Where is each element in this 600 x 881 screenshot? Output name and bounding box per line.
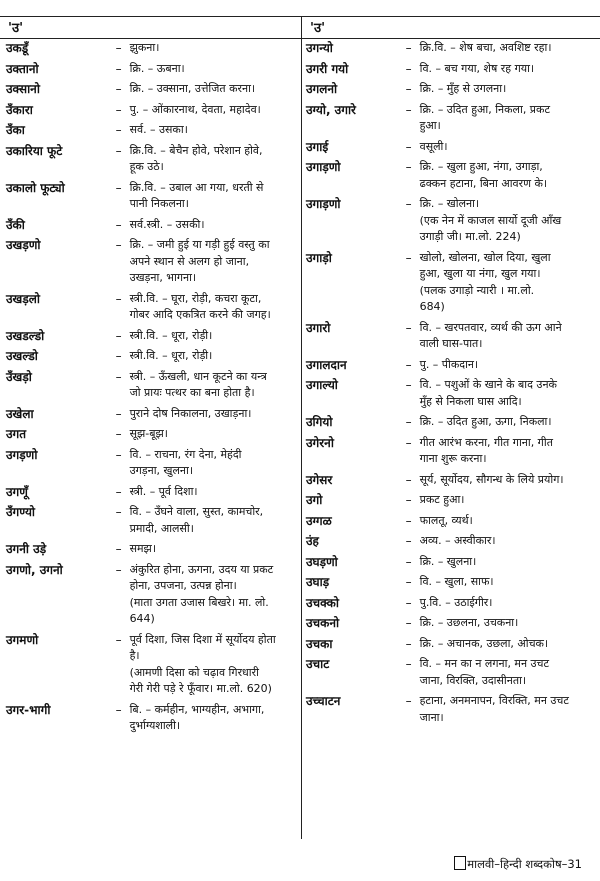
headword: उगाड़णो [306, 197, 341, 211]
definition-line: क्रि. – खुला हुआ, नंगा, उगाड़ा, [419, 160, 543, 173]
column-header-row [0, 16, 600, 39]
headword: उगरी गयो [306, 61, 349, 76]
definition [420, 656, 598, 689]
definition [420, 159, 598, 192]
definition [130, 122, 298, 139]
definition-line: उगाड़ी जी। मा.लो. 224) [419, 230, 521, 243]
definition-line: पानी निकलना। [129, 197, 189, 210]
footer-text: मालवी–हिन्दी शब्दकोष–31 [467, 857, 582, 871]
definition-line: हुआ। [419, 119, 441, 132]
headword: उचाट [306, 657, 330, 671]
definition-line: सर्व.स्त्री. – उसकी। [129, 217, 205, 231]
definition-line: गेरी गेरी पड़े रे फूँवार। मा.लो. 620) [129, 682, 272, 695]
definition [130, 180, 298, 213]
headword: उखल्डो [6, 349, 38, 363]
dictionary-entry [6, 447, 298, 480]
dictionary-entry [306, 533, 598, 550]
definition-line: अंकुरित होना, ऊगना, उदय या प्रकट [129, 562, 274, 576]
entry-dash: – [115, 349, 122, 363]
headword: उक्तानो [6, 61, 39, 76]
dictionary-entry [6, 40, 298, 57]
entry-dash: – [405, 595, 412, 610]
definition [130, 348, 298, 365]
entry-dash: – [115, 180, 122, 195]
definition-line: क्रि. – मुँह से उगलना। [419, 82, 507, 95]
dictionary-entry [306, 377, 598, 410]
headword: उच्चाटन [306, 694, 341, 708]
definition-line: वसूली। [419, 139, 448, 153]
definition-line: (माता उगता उजास बिखरे। मा. लो. [129, 595, 269, 609]
definition [420, 40, 598, 57]
headword: उगर-भागी [6, 702, 51, 717]
definition-line: वि. – खुला, साफ। [419, 575, 494, 588]
dictionary-entry [6, 541, 298, 558]
right-column-letter: 'उ' [310, 21, 326, 36]
headword: उग्यो, उगारे [306, 102, 356, 117]
definition-line: वि. – खरपतवार, व्यर्थ की ऊग आने [419, 320, 562, 334]
dictionary-entry [306, 159, 598, 192]
headword: उगड़णो [6, 447, 38, 462]
dictionary-entry [6, 217, 298, 234]
definition-line: जो प्रायः पत्थर का बना होता है। [129, 386, 255, 399]
entry-dash: – [405, 250, 412, 265]
definition-line: वि. – राचना, रंग देना, मेहंदी [129, 447, 242, 461]
definition-line: क्रि.वि. – उबाल आ गया, धरती से [129, 180, 264, 194]
definition-line: दुर्भाग्यशाली। [129, 719, 181, 732]
definition [130, 447, 298, 480]
definition-line: क्रि. – खोलना। [419, 197, 480, 210]
headword: उखड़लो [6, 291, 40, 306]
headword: उगालदान [306, 357, 347, 372]
dictionary-entry [306, 435, 598, 468]
definition [420, 61, 598, 78]
definition-line: क्रि. – ऊबना। [129, 61, 185, 75]
definition-line: होना, उपजना, उत्पन्न होना। [129, 579, 237, 592]
entry-dash: – [405, 534, 412, 548]
definition-line: क्रि. – खुलना। [419, 554, 477, 568]
entry-dash: – [115, 632, 122, 647]
entry-dash: – [405, 41, 412, 55]
left-column [6, 40, 298, 735]
entry-dash: – [405, 554, 412, 569]
headword: उगियो [306, 415, 333, 429]
headword: उखेला [6, 406, 34, 421]
definition-line: क्रि.वि. – शेष बचा, अवशिष्ट रहा। [419, 41, 552, 54]
definition-line: वि. – उँघने वाला, सुस्त, कामचोर, [129, 505, 264, 518]
definition [130, 484, 298, 501]
dictionary-entry [6, 102, 298, 119]
definition-line: सूझ-बूझ। [129, 427, 168, 440]
dictionary-entry [306, 250, 598, 316]
definition [130, 504, 298, 537]
definition-line: झुकना। [129, 41, 160, 54]
headword: उखड़णो [6, 238, 41, 252]
headword: उँकी [6, 217, 25, 232]
dictionary-entry [6, 237, 298, 287]
entry-dash: – [405, 357, 412, 372]
page-footer [454, 856, 582, 872]
dictionary-entry [306, 414, 598, 431]
headword: उखडल्डो [6, 328, 45, 343]
right-column [306, 40, 598, 726]
definition-line: (पलक उगाड़ो न्यारी । मा.लो. [419, 283, 535, 297]
definition [130, 81, 298, 98]
definition-line: बि. – कर्महीन, भाग्यहीन, अभागा, [129, 702, 265, 716]
definition [130, 541, 298, 558]
headword: उगणूँ [6, 484, 28, 499]
dictionary-entry [306, 320, 598, 353]
definition-line: हूक उठे। [129, 160, 164, 173]
left-column-letter: 'उ' [8, 21, 24, 36]
definition-line: ढक्कन हटाना, बिना आवरण के। [419, 176, 548, 190]
definition-line: जाना, विरक्ति, उदासीनता। [419, 673, 527, 687]
definition [130, 61, 298, 78]
entry-dash: – [115, 484, 122, 499]
headword: उगारो [306, 320, 331, 335]
entry-dash: – [115, 61, 122, 76]
dictionary-entry [6, 143, 298, 176]
entry-dash: – [405, 472, 412, 487]
definition [130, 40, 298, 57]
definition-line: क्रि.वि. – बेचैन होवे, परेशान होवे, [129, 143, 263, 157]
entry-dash: – [405, 694, 412, 708]
entry-dash: – [115, 41, 122, 55]
definition-line: गोबर आदि एकत्रित करने की जगह। [129, 308, 271, 321]
definition-line: अव्य. – अस्वीकार। [419, 534, 496, 547]
definition [130, 328, 298, 345]
headword: उगणो, उगनो [6, 562, 63, 577]
dictionary-entry [306, 636, 598, 653]
definition [420, 595, 598, 612]
dictionary-entry [6, 61, 298, 78]
definition-line: वि. – मन का न लगना, मन उचट [419, 657, 550, 670]
definition-line: उखड़ना, भागना। [129, 271, 197, 284]
headword: उँगण्यो [6, 505, 36, 519]
definition-line: (एक नेन में काजल सार्यो दूजी आँख [419, 213, 562, 227]
entry-dash: – [405, 493, 412, 507]
dictionary-entry [306, 472, 598, 489]
dictionary-entry [306, 40, 598, 57]
definition [130, 143, 298, 176]
entry-dash: – [405, 657, 412, 671]
definition-line: सर्व. – उसका। [129, 123, 188, 136]
definition [420, 196, 598, 246]
entry-dash: – [405, 435, 412, 450]
definition-line: क्रि. – उदित हुआ, निकला, प्रकट [419, 102, 550, 116]
definition-line: स्त्री. – पूर्व दिशा। [129, 484, 198, 498]
definition-line: 684) [419, 300, 445, 313]
definition [420, 139, 598, 156]
headword: उकारिया फूटे [6, 143, 63, 158]
dictionary-entry [306, 102, 598, 135]
definition-line: क्रि. – उछलना, उचकना। [419, 616, 519, 629]
dictionary-entry [6, 180, 298, 213]
headword: उगाड़ो [306, 250, 332, 265]
definition [130, 702, 298, 735]
headword: उघाड़ [306, 575, 330, 589]
headword: उगमणो [6, 632, 39, 647]
dictionary-entry [6, 426, 298, 443]
definition [130, 369, 298, 402]
definition [130, 291, 298, 324]
definition-line: उगड़ना, खुलना। [129, 464, 194, 477]
dictionary-entry [6, 484, 298, 501]
definition [130, 102, 298, 119]
headword: उँखड़ो [6, 369, 32, 384]
definition [420, 615, 598, 632]
entry-dash: – [405, 636, 412, 651]
definition-line: स्त्री.वि. – घूरा, रोड़ी, कचरा कूटा, [129, 291, 262, 305]
definition [420, 435, 598, 468]
entry-dash: – [115, 406, 122, 421]
headword: उघड़णो [306, 554, 338, 569]
definition [420, 492, 598, 509]
dictionary-entry [306, 513, 598, 530]
definition-line: स्त्री. – ऊँखली, धान कूटने का यन्त्र [129, 369, 267, 383]
definition [420, 414, 598, 431]
dictionary-entry [306, 554, 598, 571]
entry-dash: – [115, 328, 122, 343]
headword: उगनी उड़े [6, 542, 47, 556]
entry-dash: – [115, 123, 122, 137]
headword: उग्गळ [306, 513, 332, 528]
entry-dash: – [115, 102, 122, 117]
entry-dash: – [115, 369, 122, 384]
headword: उकडूँ [6, 41, 29, 55]
entry-dash: – [405, 197, 412, 211]
headword: उँका [6, 123, 25, 137]
definition-line: हुआ, खुला या नंगा, खुल गया। [419, 267, 541, 280]
headword: उगाड़णो [306, 160, 341, 174]
headword: उगत [6, 427, 27, 441]
definition [130, 632, 298, 698]
definition-line: वि. – पशुओं के खाने के बाद उनके [419, 378, 557, 391]
definition-line: है। [129, 649, 140, 662]
entry-dash: – [115, 217, 122, 232]
dictionary-entry [306, 357, 598, 374]
definition [420, 636, 598, 653]
headword: उगाई [306, 139, 329, 154]
dictionary-entry [6, 632, 298, 698]
definition-line: पुराने दोष निकालना, उखाड़ना। [129, 406, 252, 420]
definition [420, 472, 598, 489]
definition [130, 426, 298, 443]
definition [420, 320, 598, 353]
definition-line: फालतू, व्यर्थ। [419, 513, 473, 527]
dictionary-entry [306, 595, 598, 612]
dictionary-entry [306, 196, 598, 246]
definition-line: पु. – पीकदान। [419, 357, 479, 371]
definition-line: स्त्री.वि. – धूरा, रोड़ी। [129, 328, 213, 342]
entry-dash: – [405, 378, 412, 392]
dictionary-entry [306, 81, 598, 98]
entry-dash: – [115, 447, 122, 462]
dictionary-entry [6, 122, 298, 139]
definition-line: क्रि. – जमी हुई या गड़ी हुई वस्तु का [129, 238, 270, 251]
definition [420, 250, 598, 316]
dictionary-entry [306, 139, 598, 156]
entry-dash: – [405, 61, 412, 76]
definition [420, 574, 598, 591]
headword: उक्सानो [6, 82, 40, 96]
definition-line: गाना शुरू करना। [419, 452, 487, 465]
entry-dash: – [405, 513, 412, 528]
dictionary-entry [6, 369, 298, 402]
headword: उगेरनो [306, 435, 334, 450]
definition-line: प्रमादी, आलसी। [129, 521, 194, 535]
definition-line: गीत आरंभ करना, गीत गाना, गीत [419, 435, 553, 449]
dictionary-entry [306, 61, 598, 78]
dictionary-entry [6, 504, 298, 537]
headword: उचका [306, 636, 333, 651]
entry-dash: – [405, 415, 412, 429]
dictionary-entry [306, 656, 598, 689]
definition-line: जाना। [419, 710, 444, 724]
entry-dash: – [405, 575, 412, 589]
entry-dash: – [405, 102, 412, 117]
definition-line: पु. – ओंकारनाथ, देवता, महादेव। [129, 102, 261, 116]
dictionary-entry [6, 291, 298, 324]
headword: उगलनो [306, 82, 338, 96]
entry-dash: – [115, 143, 122, 158]
definition-line: समझ। [129, 542, 156, 555]
headword: उंह [306, 534, 319, 548]
entry-dash: – [115, 291, 122, 306]
entry-dash: – [115, 702, 122, 717]
definition [420, 533, 598, 550]
dictionary-entry [306, 693, 598, 726]
definition-line: क्रि. – उदित हुआ, ऊगा, निकला। [419, 415, 552, 428]
definition-line: खोलो, खोलना, खोल दिया, खुला [419, 250, 551, 264]
footer-box-mark [454, 856, 466, 870]
definition [420, 554, 598, 571]
definition [130, 237, 298, 287]
dictionary-entry [306, 492, 598, 509]
headword: उगन्यो [306, 41, 333, 55]
definition-line: मुँह से निकला घास आदि। [419, 394, 522, 408]
headword: उचक्को [306, 595, 339, 610]
dictionary-entry [6, 81, 298, 98]
definition-line: अपने स्थान से अलग हो जाना, [129, 254, 250, 268]
definition-line: वि. – बच गया, शेष रह गया। [419, 61, 535, 75]
entry-dash: – [405, 160, 412, 174]
definition [420, 357, 598, 374]
definition-line: क्रि. – अचानक, उछला, ओचक। [419, 636, 549, 650]
definition [420, 693, 598, 726]
definition-line: स्त्री.वि. – धूरा, रोड़ी। [129, 349, 213, 362]
headword: उगेसर [306, 472, 333, 487]
definition-line: सूर्य, सूर्योदय, सौगन्ध के लिये प्रयोग। [419, 472, 564, 486]
entry-dash: – [405, 139, 412, 154]
definition-line: वाली घास-पात। [419, 337, 483, 350]
definition [420, 102, 598, 135]
dictionary-entry [306, 615, 598, 632]
definition-line: क्रि. – उक्साना, उत्तेजित करना। [129, 82, 256, 95]
dictionary-entry [6, 562, 298, 628]
definition [130, 217, 298, 234]
entry-dash: – [115, 427, 122, 441]
definition-line: पु.वि. – उठाईगीर। [419, 595, 493, 609]
headword: उचकनो [306, 616, 340, 630]
definition-line: 644) [129, 612, 155, 625]
dictionary-entry [6, 702, 298, 735]
entry-dash: – [115, 238, 122, 252]
entry-dash: – [405, 616, 412, 630]
entry-dash: – [115, 542, 122, 556]
definition-line: प्रकट हुआ। [419, 493, 465, 506]
dictionary-entry [6, 328, 298, 345]
dictionary-entry [6, 348, 298, 365]
headword: उँकारा [6, 102, 33, 117]
definition [130, 562, 298, 628]
headword: उगो [306, 493, 323, 507]
definition [420, 513, 598, 530]
headword: उगाल्यो [306, 378, 338, 392]
entry-dash: – [405, 82, 412, 96]
definition [420, 377, 598, 410]
entry-dash: – [115, 82, 122, 96]
column-divider [301, 16, 302, 839]
entry-dash: – [405, 320, 412, 335]
definition-line: (आमणी दिसा को चढ़ाव गिरधारी [129, 665, 259, 679]
entry-dash: – [115, 505, 122, 519]
definition [420, 81, 598, 98]
dictionary-entry [306, 574, 598, 591]
definition-line: हटाना, अनमनापन, विरक्ति, मन उचट [419, 694, 569, 707]
dictionary-entry [6, 406, 298, 423]
headword: उकालो फूट्यो [6, 180, 65, 195]
definition-line: पूर्व दिशा, जिस दिशा में सूर्योदय होता [129, 632, 276, 646]
definition [130, 406, 298, 423]
entry-dash: – [115, 562, 122, 577]
